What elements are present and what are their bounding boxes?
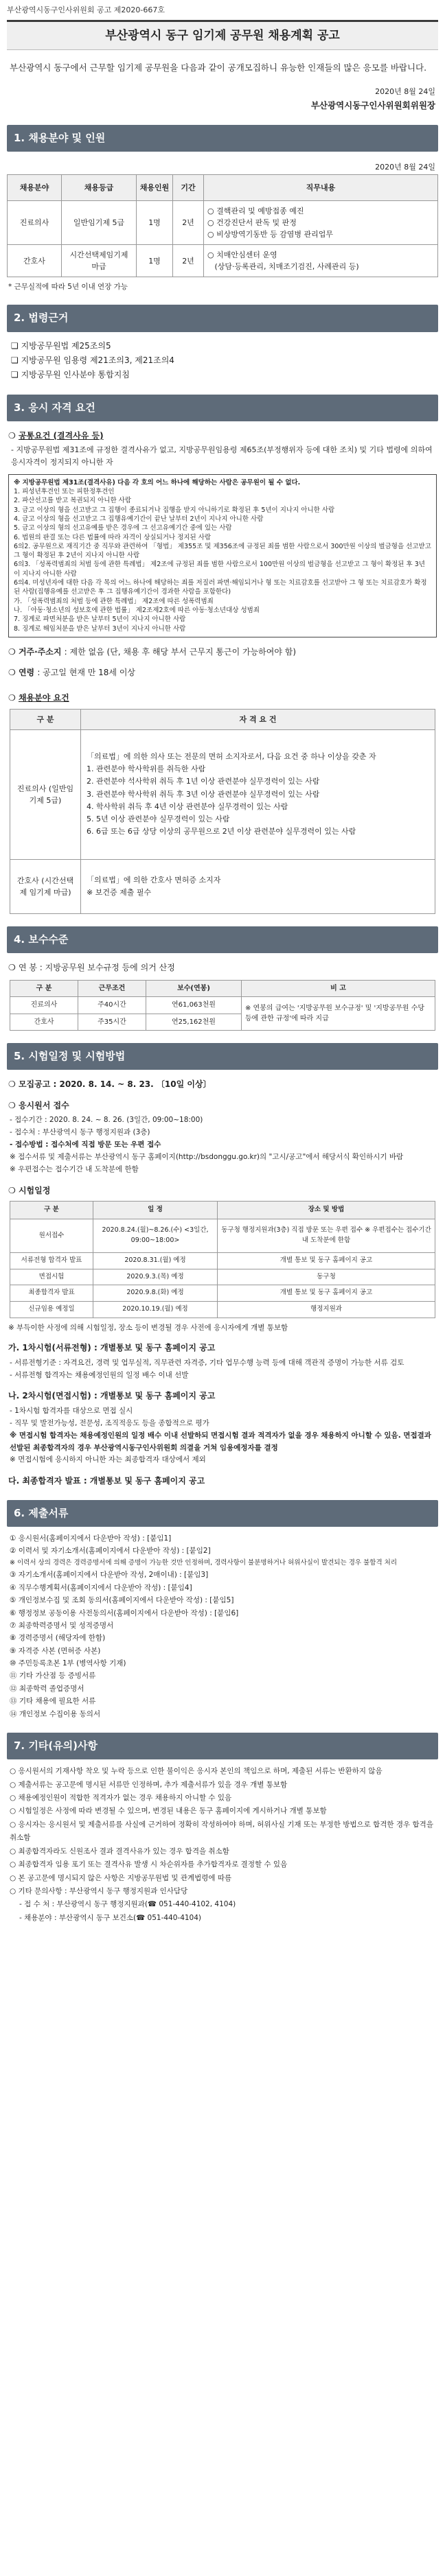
salary-table [10,980,435,1031]
field-requirements: 「의료법」에 의한 간호사 면허증 소지자 ※ 보건증 제출 필수 [81,859,435,913]
schedule-date: 2020.9.8.(화) 예정 [93,1285,218,1302]
table-header: 채용등급 [62,174,137,200]
recruitment-table [7,174,438,277]
schedule-item: 서류전형 합격자 발표 [10,1252,93,1269]
table-row [8,245,438,277]
field-label: 진료의사 (일반임기제 5급) [10,729,81,859]
list-item: ⑥ 행정정보 공동이용 사전동의서(홈페이지에서 다운받아 작성) : [붙임6] [10,1608,239,1617]
org-name: 부산광역시동구인사위원회위원장 [310,100,435,111]
schedule-item: 원서접수 [10,1219,93,1252]
law-list [11,339,434,382]
schedule-place: 동구청 행정지원과(3층) 직접 방문 또는 우편 접수 ※ 우편접수는 접수기간 내 도착분에 한함 [218,1219,435,1252]
table-header: 채용분야 [8,174,62,200]
duty-line: 결핵관리 및 예방접종 예진 [216,206,304,215]
section-1-title: 1. 채용분야 및 인원 [7,125,438,152]
schedule-place: 개별 통보 및 동구 홈페이지 공고 [218,1252,435,1269]
section-4-title: 4. 보수수준 [7,926,438,953]
section-7-title: 7. 기타(유의)사항 [7,1733,438,1759]
section-2-title: 2. 법령근거 [7,305,438,331]
disqualification-box: ※ 지방공무원법 제31조(결격사유) 다음 각 호의 어느 하나에 해당하는 사람은 공무원이 될 수 없다. 1. 피성년후견인 또는 피한정후견인 2. 파산선고를 받고 복권되지 아니한 사람 3. 금고 이상의 형을 선고받고 그 집행이 종료되거나 집행을 받지 아니하기로 확정된 후 5년이 지나지 아니한 사람 4. 금고 이상의 형을 선고받고 그 집행유예기간이 끝난 날부터 2년이 지나지 아니한 사람 5. 금고 이상의 형의 선고유예를 받은 경우에 그 선고유예기간 중에 있는 사람 6. 법원의 판결 또는 다른 법률에 따라 자격이 상실되거나 정지된 사람 6의2. 공무원으로 재직기간 중 직무와 관련하여 「형법」 제355조 및 제356조에 규정된 죄를 범한 사람으로서 300만원 이상의 벌금형을 선고받고 그 형이 확정된 후 2년이 지나지 아니한 사람 6의3. 「성폭력범죄의 처벌 등에 관한 특례법」 제2조에 규정된 죄를 범한 사람으로서 100만원 이상의 벌금형을 선고받고 그 형이 확정된 후 3년이 지나지 아니한 사람 6의4. 미성년자에 대한 다음 각 목의 어느 하나에 해당하는 죄를 저질러 파면·해임되거나 형 또는 치료감호를 선고받아 그 형 또는 치료감호가 확정된 사람(집행유예를 선고받은 후 그 집행유예기간이 경과한 사람을 포함한다) 가. 「성폭력범죄의 처벌 등에 관한 특례법」 제2조에 따른 성폭력범죄 나. 「아동·청소년의 성보호에 관한 법률」 제2조제2호에 따른 아동·청소년대상 성범죄 7. 징계로 파면처분을 받은 날부터 5년이 지나지 아니한 사람 8. 징계로 해임처분을 받은 날부터 3년이 지나지 아니한 사람 [8,474,437,637]
table-header: 장소 및 방법 [218,1202,435,1219]
period-cell: 2년 [173,200,204,244]
list-item: ⑦ 최종학력증명서 및 성적증명서 [10,1621,114,1630]
table-row [10,729,435,859]
table-header: 기간 [173,174,204,200]
table-header: 구 분 [10,980,78,997]
list-item: ❏ 지방공무원 인사분야 통합지침 [11,369,130,379]
table-row [10,1269,435,1285]
intro-text: 부산광역시 동구에서 근무할 임기제 공무원을 다음과 같이 공개모집하니 유능한 인재들의 많은 응모를 바랍니다. [10,62,427,73]
count-cell: 1명 [137,245,173,277]
schedule-item: 최종합격자 발표 [10,1285,93,1302]
salary-condition: 주35시간 [78,1014,146,1031]
table-row [10,1285,435,1302]
section-6-title: 6. 제출서류 [7,1500,438,1527]
list-item: ⑤ 개인정보수집 및 조회 동의서(홈페이지에서 다운받아 작성) : [붙임5] [10,1596,234,1605]
schedule-item: 면접시험 [10,1269,93,1285]
schedule-item: 신규임용 예정일 [10,1302,93,1318]
field-requirements-table [10,709,435,914]
stage1-title: 가. 1차시험(서류전형) : 개별통보 및 동구 홈페이지 공고 [8,1343,216,1353]
section-3-title: 3. 응시 자격 요건 [7,395,438,421]
list-item: ⑨ 자격증 사본 (면허증 사본) [10,1646,101,1655]
period-cell: 2년 [173,245,204,277]
list-item: ○ 최종합격자라도 신원조사 결과 결격사유가 있는 경우 합격을 취소함 [10,1847,229,1855]
schedule-date: 2020.8.31.(월) 예정 [93,1252,218,1269]
list-item: ○ 제출서류는 공고문에 명시된 서류만 인정하며, 추가 제출서류가 있을 경우 개별 통보함 [10,1780,288,1789]
announcement-number: 부산광역시동구인사위원회 공고 제2020-667호 [7,5,165,14]
list-item: ○ 최종합격자 임용 포기 또는 결격사유 발생 시 차순위자를 추가합격자로 결정할 수 있음 [10,1860,288,1869]
list-item: ② 이력서 및 자기소개서(홈페이지에서 다운받아 작성) : [붙임2] [10,1547,211,1556]
field-requirements-title: ❍ 채용분야 요건 [8,693,69,703]
table-row [10,997,435,1014]
schedule-place: 동구청 [218,1269,435,1285]
list-item: ○ 본 공고문에 명시되지 않은 사항은 지방공무원법 및 관계법령에 따름 [10,1873,232,1882]
table-header: 보수(연봉) [146,980,242,997]
duty-line: 치매안심센터 운영 [216,250,277,260]
list-item: ③ 자기소개서(홈페이지에서 다운받아 작성, 2매이내) : [붙임3] [10,1571,209,1580]
stage1-details: - 서류전형기준 : 자격요건, 경력 및 업무실적, 직무관련 자격증, 기타 업무수행 능력 등에 대해 객관적 증명이 가능한 서류 검토 - 서류전형 합격자는 채용예정인원의 일정 배수 이내 선발 [10,1358,404,1379]
schedule-table [10,1201,435,1318]
salary-condition: 주40시간 [78,997,146,1014]
schedule-place: 행정지원과 [218,1302,435,1318]
list-item: ⑧ 경력증명서 (해당자에 한함) [10,1634,106,1643]
duties-cell: ○ 결핵관리 및 예방접종 예진 ○ 건강진단서 판독 및 판정 ○ 비상방역기동반 등 감염병 관리업무 [204,200,438,244]
final-result-title: 다. 최종합격자 발표 : 개별통보 및 동구 홈페이지 공고 [8,1476,205,1486]
table-row [10,1219,435,1252]
stage2-title: 나. 2차시험(면접시험) : 개별통보 및 동구 홈페이지 공고 [8,1391,216,1401]
salary-pay: 연25,162천원 [146,1014,242,1031]
list-item: ❏ 지방공무원 임용령 제21조의3, 제21조의4 [11,355,174,365]
announcement-date: 2020년 8월 24일 [375,87,435,97]
schedule-place: 개별 통보 및 동구 홈페이지 공고 [218,1285,435,1302]
salary-type: 간호사 [10,1014,78,1031]
list-item: ④ 직무수행계획서(홈페이지에서 다운받아 작성) : [붙임4] [10,1583,192,1592]
schedule-note: ※ 부득이한 사정에 의해 시험일정, 장소 등이 변경될 경우 사전에 응시자에게 개별 통보함 [8,1323,288,1332]
grade-cell: 시간선택제임기제 마급 [62,245,137,277]
table-header: 직무내용 [204,174,438,200]
section-1-date: 2020년 8월 24일 [375,162,435,172]
duty-line: (상담·등록관리, 치매조기검진, 사례관리 등) [214,262,359,272]
list-item: ⑩ 주민등록초본 1부 (병역사항 기재) [10,1659,126,1668]
application-title: ❍ 응시원서 접수 [8,1100,69,1110]
residence-requirement: ❍ 거주·주소지 : 제한 없음 (단, 채용 후 해당 부서 근무지 통근이 가능하여야 함) [8,646,297,657]
schedule-date: 2020.9.3.(목) 예정 [93,1269,218,1285]
list-item: ⑫ 최종학력 졸업증명서 [10,1684,84,1693]
salary-type: 진료의사 [10,997,78,1014]
list-item: ❏ 지방공무원법 제25조의5 [11,340,111,351]
list-item: ※ 이력서 상의 경력은 경력증명서에 의해 증명이 가능한 것만 인정하며, 경력사항이 불분명하거나 허위사실이 발견되는 경우 불합격 처리 [10,1558,398,1567]
table-header: 근무조건 [78,980,146,997]
stage2-details: - 1차시험 합격자를 대상으로 면접 실시 - 직무 및 발전가능성, 전문성, 조직적응도 등을 종합적으로 평가 ※ 면접시험 합격자는 채용예정인원의 일정 배수 이내 선발하되 면접시험 결과 적격자가 없을 경우 채용하지 아니할 수 있음. 면접결과 선발된 최종합격자의 경우 부산광역시동구인사위원회 의결을 거쳐 임용예정자를 결정 ※ 면접시험에 응시하지 아니한 자는 최종합격자 대상에서 제외 [10,1406,431,1464]
table-row [10,1252,435,1269]
posting-period: ❍ 모집공고 : 2020. 8. 14. ~ 8. 23. 〔10일 이상〕 [8,1079,212,1090]
list-item: ⑬ 기타 채용에 필요한 서류 [10,1697,96,1706]
duty-line: 비상방역기동반 등 감염병 관리업무 [216,230,333,239]
age-requirement: ❍ 연령 : 공고일 현재 만 18세 이상 [8,668,136,678]
list-item: ○ 응시자는 응시원서 및 제출서류를 사실에 근거하여 정확히 작성하여야 하며, 허위사실 기재 또는 부정한 방법으로 합격한 경우 합격을 취소함 [10,1820,433,1842]
list-item: ① 응시원서(홈페이지에서 다운받아 작성) : [붙임1] [10,1534,172,1543]
contact-line: - 채용분야 : 부산광역시 동구 보건소(☎ 051-440-4104) [19,1913,202,1922]
duties-cell: ○ 치매안심센터 운영 (상담·등록관리, 치매조기검진, 사례관리 등) [204,245,438,277]
table-header: 비 고 [242,980,435,997]
salary-note: ※ 연봉의 급여는 '지방공무원 보수규정' 및 '지방공무원 수당 등에 관한 규정'에 따라 지급 [242,997,435,1031]
field-requirements: 「의료법」에 의한 의사 또는 전문의 면허 소지자로서, 다음 요건 중 하나 이상을 갖춘 자 1. 관련분야 학사학위를 취득한 사람 2. 관련분야 석사학위 취득 후 1년 이상 관련분야 실무경력이 있는 사람 3. 관련분야 학사학위 취득 후 3년 이상 관련분야 실무경력이 있는 사람 4. 학사학위 취득 후 4년 이상 관련분야 실무경력이 있는 사람 5. 5년 이상 관련분야 실무경력이 있는 사람 6. 6급 또는 6급 상당 이상의 공무원으로 2년 이상 관련분야 실무경력이 있는 사람 [81,729,435,859]
list-item: ○ 시험일정은 사정에 따라 변경될 수 있으며, 변경된 내용은 동구 홈페이지에 게시하거나 개별 통보함 [10,1807,327,1816]
count-cell: 1명 [137,200,173,244]
section-5-title: 5. 시험일정 및 시험방법 [7,1043,438,1070]
list-item: ⑭ 개인정보 수집이용 동의서 [10,1709,101,1718]
salary-item: ❍ 연 봉 : 지방공무원 보수규정 등에 의거 산정 [8,962,175,972]
schedule-title: ❍ 시험일정 [8,1185,51,1195]
page-title: 부산광역시 동구 임기제 공무원 채용계획 공고 [7,20,438,50]
table-header: 채용인원 [137,174,173,200]
common-requirements-title: ❍ 공통요건 (결격사유 등) [8,430,104,441]
duty-line: 건강진단서 판독 및 판정 [216,218,297,227]
table-header: 일 정 [93,1202,218,1219]
salary-pay: 연61,063천원 [146,997,242,1014]
field-label: 간호사 (시간선택제 임기제 마급) [10,859,81,913]
contact-line: - 접 수 처 : 부산광역시 동구 행정지원과(☎ 051-440-4102, 4104) [19,1900,236,1909]
table-header: 자 격 요 건 [81,709,435,729]
table-row [10,859,435,913]
notes-list [10,1765,435,1925]
list-item: ○ 응시원서의 기재사항 착오 및 누락 등으로 인한 불이익은 응시자 본인의 책임으로 하며, 제출된 서류는 반환하지 않음 [10,1767,383,1776]
field-cell: 간호사 [8,245,62,277]
grade-cell: 일반임기제 5급 [62,200,137,244]
list-item: ○ 채용예정인원이 적합한 적격자가 없는 경우 채용하지 아니할 수 있음 [10,1794,232,1803]
section-1-note: * 근무실적에 따라 5년 이내 연장 가능 [8,283,128,292]
schedule-date: 2020.8.24.(월)~8.26.(수) <3일간, 09:00~18:00> [93,1219,218,1252]
list-item: ○ 기타 문의사항 : 부산광역시 동구 행정지원과 인사담당 [10,1886,188,1895]
table-row [10,1302,435,1318]
table-header: 구 분 [10,1202,93,1219]
field-cell: 진료의사 [8,200,62,244]
application-details: - 접수기간 : 2020. 8. 24. ~ 8. 26. (3일간, 09:00~18:00) - 접수처 : 부산광역시 동구 행정지원과 (3층) - 접수방법 : 접수처에 직접 방문 또는 우편 접수 ※ 접수서류 및 제출서류는 부산광역시 동구 홈페이지(http://bsdonggu.go.kr)의 "고시/공고"에서 해당서식 확인하시기 바람 ※ 우편접수는 접수기간 내 도착분에 한함 [10,1116,404,1173]
table-row [8,200,438,244]
schedule-date: 2020.10.19.(월) 예정 [93,1302,218,1318]
list-item: ⑪ 기타 가산점 등 증빙서류 [10,1672,96,1681]
table-header: 구 분 [10,709,81,729]
documents-list [10,1532,435,1720]
common-requirements-text: - 지방공무원법 제31조에 규정한 결격사유가 없고, 지방공무원임용령 제65조(부정행위자 등에 대한 조치) 및 기타 법령에 의하여 응시자격이 정지되지 아니한 자 [11,445,433,467]
